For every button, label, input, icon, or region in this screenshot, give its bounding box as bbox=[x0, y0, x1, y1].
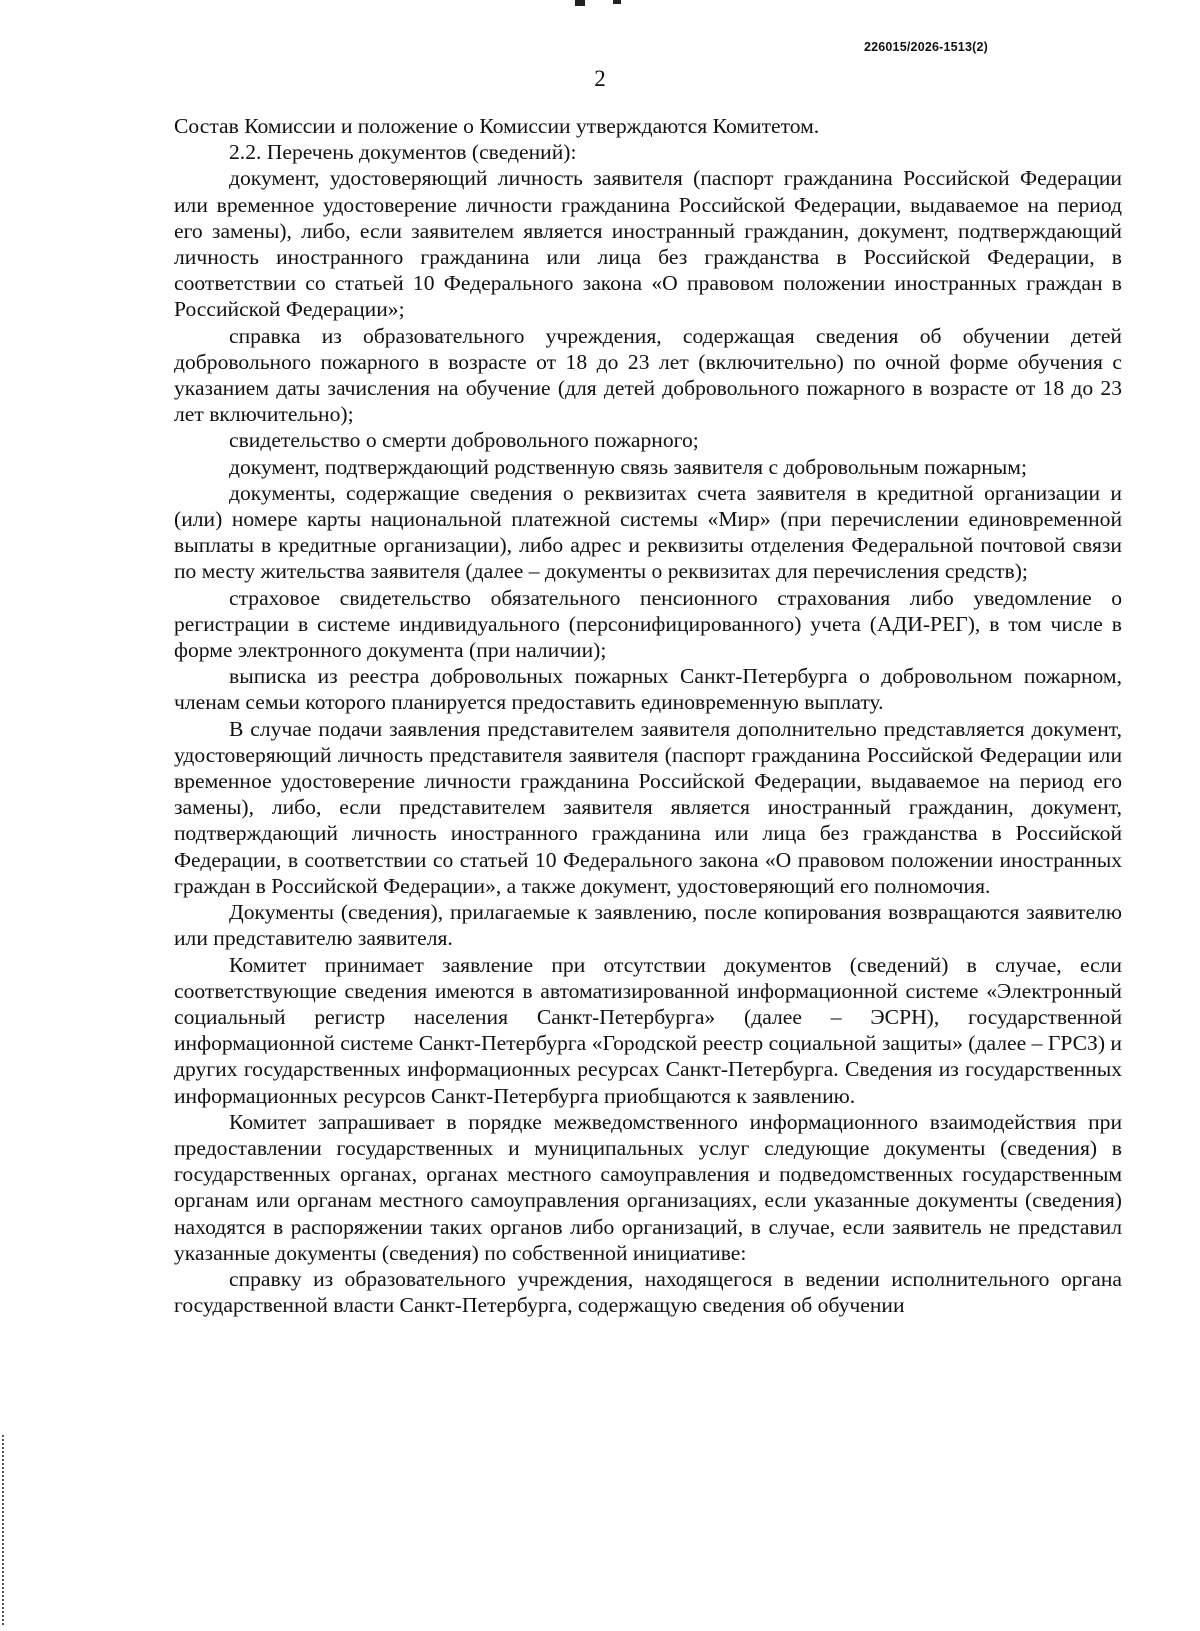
scan-artifact bbox=[575, 0, 585, 6]
paragraph: В случае подачи заявления представителем заявителя дополнительно представляется документ, удостоверяющий личность представителя заявителя (паспорт гражданина Российской Федерации или временное удостоверение личности гражданина Российской Федерации, выдаваемое на период его замены), либо, если представителем заявителя является иностранный гражданин, документ, подтверждающий личность иностранного гражданина или лица без гражданства в Российской Федерации, в соответствии со статьей 10 Федерального закона «О правовом положении иностранных граждан в Российской Федерации», а также документ, удостоверяющий его полномочия. bbox=[174, 716, 1122, 898]
paragraph: документ, удостоверяющий личность заявителя (паспорт гражданина Российской Федерации или временное удостоверение личности гражданина Российской Федерации, выдаваемое на период его замены), либо, если заявителем является иностранный гражданин, документ, подтверждающий личность иностранного гражданина или лица без гражданства в Российской Федерации, в соответствии со статьей 10 Федерального закона «О правовом положении иностранных граждан в Российской Федерации»; bbox=[174, 166, 1122, 322]
paragraph: справка из образовательного учреждения, содержащая сведения об обучении детей добровольного пожарного в возрасте от 18 до 23 лет (включительно) по очной форме обучения с указанием даты зачисления на обучение (для детей добровольного пожарного в возрасте от 18 до 23 лет включительно); bbox=[174, 323, 1122, 427]
paragraph: Комитет принимает заявление при отсутствии документов (сведений) в случае, если соответствующие сведения имеются в автоматизированной информационной системе «Электронный социальный регистр населения Санкт-Петербурга» (далее – ЭСРН), государственной информационной системе Санкт-Петербурга «Городской реестр социальной защиты» (далее – ГРСЗ) и других государственных информационных ресурсах Санкт-Петербурга. Сведения из государственных информационных ресурсов Санкт-Петербурга приобщаются к заявлению. bbox=[174, 952, 1122, 1108]
paragraph: свидетельство о смерти добровольного пожарного; bbox=[229, 428, 699, 453]
paragraph: Документы (сведения), прилагаемые к заявлению, после копирования возвращаются заявителю или представителю заявителя. bbox=[174, 900, 1122, 951]
document-number: 226015/2026-1513(2) bbox=[863, 40, 988, 54]
paragraph: выписка из реестра добровольных пожарных Санкт-Петербурга о добровольном пожарном, членам семьи которого планируется предоставить единовременную выплату. bbox=[174, 664, 1122, 715]
scan-edge-artifact bbox=[2, 1435, 7, 1625]
paragraph: Состав Комиссии и положение о Комиссии утверждаются Комитетом. bbox=[174, 114, 820, 138]
paragraph: справку из образовательного учреждения, находящегося в ведении исполнительного органа государственной власти Санкт-Петербурга, содержащую сведения об обучении bbox=[174, 1266, 1122, 1318]
document-body bbox=[174, 113, 1122, 1318]
page-number: 2 bbox=[594, 66, 606, 91]
scan-artifact bbox=[613, 0, 621, 4]
paragraph: страховое свидетельство обязательного пенсионного страхования либо уведомление о регистрации в системе индивидуального (персонифицированного) учета (АДИ-РЕГ), в том числе в форме электронного документа (при наличии); bbox=[174, 585, 1122, 663]
paragraph: 2.2. Перечень документов (сведений): bbox=[229, 140, 577, 165]
paragraph: Комитет запрашивает в порядке межведомственного информационного взаимодействия при предоставлении государственных и муниципальных услуг следующие документы (сведения) в государственных органах, органах местного самоуправления и подведомственных государственным органам или органам местного самоуправления организациях, если указанные документы (сведения) находятся в распоряжении таких органов либо организаций, в случае, если заявитель не представил указанные документы (сведения) по собственной инициативе: bbox=[174, 1109, 1122, 1265]
paragraph: документ, подтверждающий родственную связь заявителя с добровольным пожарным; bbox=[229, 454, 1027, 479]
paragraph: документы, содержащие сведения о реквизитах счета заявителя в кредитной организации и (или) номере карты национальной платежной системы «Мир» (при перечислении единовременной выплаты в кредитные организации), либо адрес и реквизиты отделения Федеральной почтовой связи по месту жительства заявителя (далее – документы о реквизитах для перечисления средств); bbox=[174, 480, 1122, 584]
